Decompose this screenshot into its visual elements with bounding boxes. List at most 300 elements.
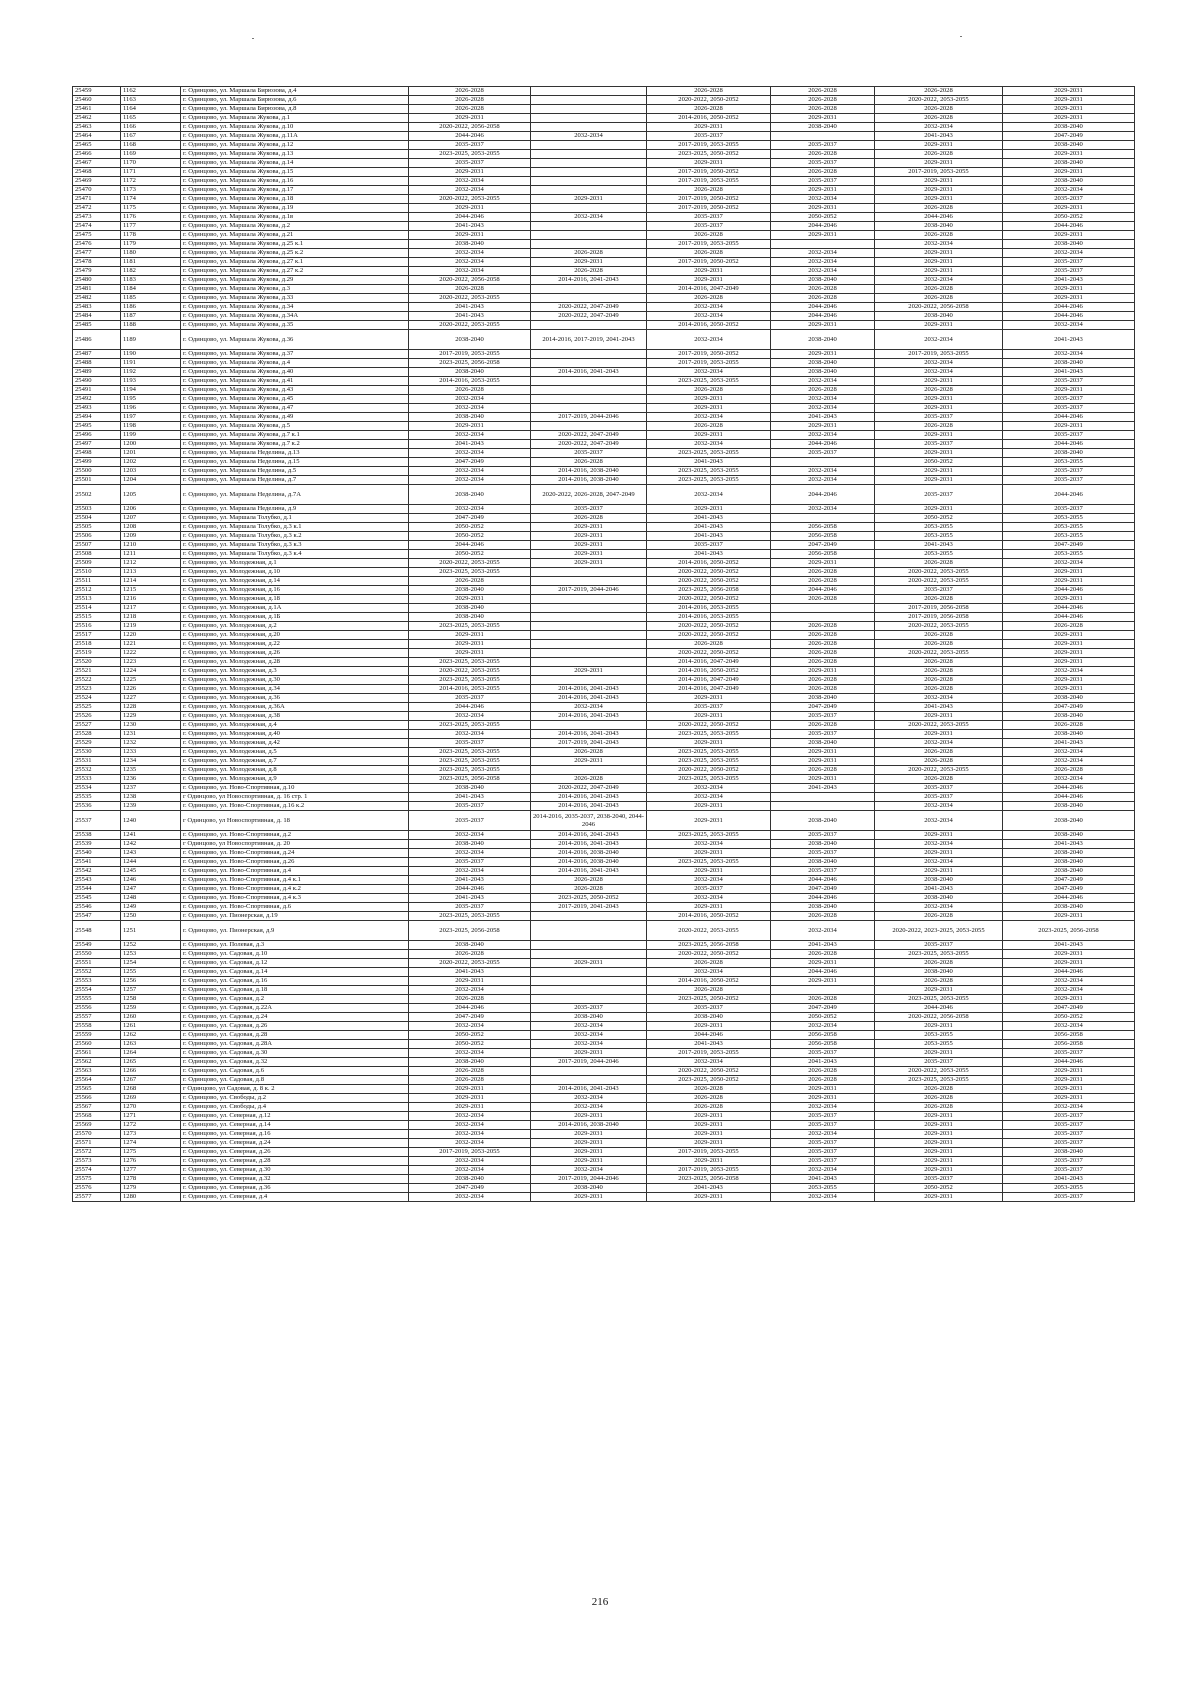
period-cell: 2038-2040 [875,312,1003,321]
reference-number-cell: 1209 [121,532,181,541]
table-row [73,694,1135,703]
period-cell: 2038-2040 [1003,449,1135,458]
address-cell: г. Одинцово, ул. Молодежная, д.16 [181,586,409,595]
address-cell: г. Одинцово, ул. Молодежная, д.26 [181,649,409,658]
period-cell: 2047-2049 [409,1184,531,1193]
period-cell: 2029-2031 [647,867,771,876]
period-cell: 2029-2031 [531,541,647,550]
period-cell: 2014-2016, 2047-2049 [647,676,771,685]
reference-number-cell: 1242 [121,840,181,849]
period-cell: 2032-2034 [531,1166,647,1175]
reference-number-cell: 1267 [121,1076,181,1085]
reference-number-cell: 1274 [121,1139,181,1148]
table-row [73,312,1135,321]
period-cell: 2020-2022, 2053-2055 [409,559,531,568]
address-cell: г Одинцово, ул Новоспортивная, д. 20 [181,840,409,849]
period-cell: 2032-2034 [771,267,875,276]
reference-number-cell: 1212 [121,559,181,568]
table-row [73,1004,1135,1013]
period-cell: 2044-2046 [1003,968,1135,977]
reference-number-cell: 1163 [121,96,181,105]
period-cell: 2014-2016, 2038-2040 [531,476,647,485]
period-cell: 2029-2031 [531,1139,647,1148]
period-cell: 2023-2025, 2056-2058 [647,941,771,950]
period-cell: 2035-2037 [771,867,875,876]
period-cell: 2023-2025, 2053-2055 [409,748,531,757]
period-cell: 2026-2028 [875,959,1003,968]
row-number-cell: 25525 [73,703,121,712]
period-cell: 2014-2016, 2041-2043 [531,276,647,285]
period-cell: 2032-2034 [531,1040,647,1049]
period-cell: 2035-2037 [409,141,531,150]
period-cell: 2047-2049 [771,703,875,712]
period-cell: 2032-2034 [1003,775,1135,784]
period-cell: 2041-2043 [1003,1175,1135,1184]
period-cell: 2026-2028 [771,150,875,159]
period-cell: 2035-2037 [409,159,531,168]
period-cell: 2026-2028 [771,766,875,775]
period-cell: 2035-2037 [771,449,875,458]
row-number-cell: 25499 [73,458,121,467]
period-cell: 2029-2031 [647,802,771,811]
period-cell [531,404,647,413]
period-cell: 2029-2031 [647,159,771,168]
period-cell: 2038-2040 [409,240,531,249]
period-cell: 2050-2052 [409,1031,531,1040]
row-number-cell: 25554 [73,986,121,995]
table-row [73,968,1135,977]
period-cell: 2038-2040 [1003,712,1135,721]
period-cell: 2041-2043 [409,876,531,885]
address-cell: г. Одинцово, ул. Пионерская, д.19 [181,912,409,921]
table-row [73,1121,1135,1130]
period-cell: 2038-2040 [771,359,875,368]
period-cell: 2032-2034 [531,1022,647,1031]
address-cell: г. Одинцово, ул. Маршала Жукова, д.47 [181,404,409,413]
period-cell: 2035-2037 [771,730,875,739]
period-cell: 2023-2025, 2053-2055 [409,676,531,685]
period-cell: 2023-2025, 2056-2058 [409,359,531,368]
period-cell: 2020-2022, 2047-2049 [531,784,647,793]
period-cell [771,458,875,467]
table-row [73,159,1135,168]
period-cell: 2041-2043 [771,1058,875,1067]
period-cell: 2026-2028 [875,640,1003,649]
period-cell [771,132,875,141]
period-cell: 2050-2052 [409,1040,531,1049]
period-cell: 2044-2046 [771,312,875,321]
period-cell: 2029-2031 [647,123,771,132]
period-cell: 2020-2022, 2053-2055 [875,96,1003,105]
period-cell: 2050-2052 [771,1013,875,1022]
row-number-cell: 25464 [73,132,121,141]
period-cell: 2032-2034 [531,132,647,141]
reference-number-cell: 1211 [121,550,181,559]
table-row [73,840,1135,849]
row-number-cell: 25462 [73,114,121,123]
row-number-cell: 25474 [73,222,121,231]
period-cell [771,986,875,995]
reference-number-cell: 1198 [121,422,181,431]
reference-number-cell: 1190 [121,350,181,359]
period-cell: 2032-2034 [409,395,531,404]
period-cell: 2032-2034 [647,368,771,377]
period-cell: 2014-2016, 2050-2052 [647,667,771,676]
row-number-cell: 25502 [73,485,121,505]
period-cell: 2029-2031 [1003,150,1135,159]
address-cell: г. Одинцово, ул. Маршала Жукова, д.1в [181,213,409,222]
period-cell: 2044-2046 [409,213,531,222]
period-cell: 2029-2031 [1003,676,1135,685]
period-cell: 2029-2031 [531,1148,647,1157]
period-cell: 2023-2025, 2053-2055 [647,831,771,840]
row-number-cell: 25569 [73,1121,121,1130]
row-number-cell: 25550 [73,950,121,959]
period-cell: 2035-2037 [1003,1049,1135,1058]
table-row [73,96,1135,105]
period-cell: 2017-2019, 2050-2052 [647,350,771,359]
period-cell: 2029-2031 [1003,577,1135,586]
period-cell: 2044-2046 [1003,440,1135,449]
period-cell: 2029-2031 [771,559,875,568]
period-cell [771,514,875,523]
period-cell: 2014-2016, 2041-2043 [531,685,647,694]
reference-number-cell: 1205 [121,485,181,505]
period-cell: 2029-2031 [1003,105,1135,114]
period-cell: 2029-2031 [1003,1094,1135,1103]
period-cell: 2014-2016, 2047-2049 [647,685,771,694]
table-row [73,168,1135,177]
row-number-cell: 25508 [73,550,121,559]
period-cell: 2029-2031 [875,177,1003,186]
row-number-cell: 25514 [73,604,121,613]
period-cell [531,595,647,604]
address-cell: г. Одинцово, ул. Северная, д.28 [181,1157,409,1166]
period-cell: 2020-2022, 2047-2049 [531,440,647,449]
address-cell: г. Одинцово, ул. Маршала Жукова, д.41 [181,377,409,386]
period-cell: 2017-2019, 2041-2043 [531,903,647,912]
period-cell: 2026-2028 [1003,622,1135,631]
period-cell: 2020-2022, 2050-2052 [647,577,771,586]
period-cell: 2032-2034 [409,449,531,458]
period-cell: 2026-2028 [409,1076,531,1085]
period-cell: 2014-2016, 2050-2052 [647,321,771,330]
address-cell: г. Одинцово, ул. Маршала Жукова, д.16 [181,177,409,186]
period-cell: 2026-2028 [647,87,771,96]
period-cell: 2041-2043 [409,440,531,449]
table-row [73,649,1135,658]
period-cell: 2038-2040 [771,811,875,831]
row-number-cell: 25521 [73,667,121,676]
period-cell: 2041-2043 [647,1184,771,1193]
period-cell: 2020-2022, 2050-2052 [647,631,771,640]
period-cell: 2038-2040 [409,485,531,505]
period-cell [531,105,647,114]
row-number-cell: 25506 [73,532,121,541]
period-cell: 2032-2034 [771,377,875,386]
period-cell: 2032-2034 [1003,321,1135,330]
period-cell: 2032-2034 [1003,986,1135,995]
period-cell: 2032-2034 [647,303,771,312]
period-cell: 2047-2049 [409,514,531,523]
table-row [73,568,1135,577]
period-cell: 2032-2034 [409,1166,531,1175]
period-cell [531,676,647,685]
row-number-cell: 25459 [73,87,121,96]
period-cell: 2023-2025, 2053-2055 [409,721,531,730]
period-cell: 2026-2028 [647,105,771,114]
address-cell: г. Одинцово, ул. Молодежная, д.1А [181,604,409,613]
period-cell: 2038-2040 [409,330,531,350]
period-cell: 2035-2037 [1003,476,1135,485]
address-cell: г. Одинцово, ул. Маршала Неделина, д.15 [181,458,409,467]
period-cell: 2035-2037 [875,440,1003,449]
period-cell: 2044-2046 [1003,894,1135,903]
row-number-cell: 25490 [73,377,121,386]
row-number-cell: 25519 [73,649,121,658]
period-cell: 2032-2034 [875,802,1003,811]
period-cell: 2041-2043 [875,703,1003,712]
period-cell: 2029-2031 [531,1049,647,1058]
period-cell: 2035-2037 [647,703,771,712]
address-cell: г. Одинцово, ул. Северная, д.26 [181,1148,409,1157]
period-cell: 2041-2043 [647,514,771,523]
address-cell: г. Одинцово, ул. Маршала Бирюзова, д.6 [181,96,409,105]
address-cell: г. Одинцово, ул. Ново-Спортивная, д.26 [181,858,409,867]
period-cell: 2029-2031 [647,276,771,285]
row-number-cell: 25494 [73,413,121,422]
period-cell: 2038-2040 [771,694,875,703]
period-cell: 2020-2022, 2050-2052 [647,766,771,775]
row-number-cell: 25477 [73,249,121,258]
address-cell: г. Одинцово, ул. Маршала Толубко, д.3 к.2 [181,532,409,541]
period-cell: 2017-2019, 2053-2055 [647,240,771,249]
period-cell: 2029-2031 [875,467,1003,476]
period-cell: 2026-2028 [647,231,771,240]
row-number-cell: 25486 [73,330,121,350]
row-number-cell: 25516 [73,622,121,631]
reference-number-cell: 1196 [121,404,181,413]
period-cell: 2026-2028 [409,285,531,294]
table-row [73,505,1135,514]
period-cell: 2053-2055 [875,1031,1003,1040]
address-cell: г. Одинцово, ул. Маршала Неделина, д.7 [181,476,409,485]
period-cell: 2026-2028 [875,422,1003,431]
period-cell: 2026-2028 [875,150,1003,159]
reference-number-cell: 1230 [121,721,181,730]
period-cell: 2020-2022, 2050-2052 [647,96,771,105]
period-cell: 2029-2031 [409,595,531,604]
table-row [73,177,1135,186]
period-cell: 2029-2031 [531,757,647,766]
table-row [73,249,1135,258]
period-cell: 2014-2016, 2041-2043 [531,730,647,739]
period-cell: 2038-2040 [409,586,531,595]
period-cell [531,377,647,386]
period-cell: 2014-2016, 2038-2040 [531,858,647,867]
period-cell [771,604,875,613]
address-cell: г. Одинцово, ул. Садовая, д.14 [181,968,409,977]
period-cell: 2020-2022, 2053-2055 [875,649,1003,658]
period-cell: 2056-2058 [771,532,875,541]
period-cell: 2014-2016, 2050-2052 [647,559,771,568]
period-cell: 2035-2037 [771,1157,875,1166]
period-cell: 2017-2019, 2050-2052 [647,204,771,213]
period-cell: 2029-2031 [875,867,1003,876]
period-cell [531,294,647,303]
table-row [73,294,1135,303]
address-cell: г. Одинцово, ул. Садовая, д.30 [181,1049,409,1058]
address-cell: г. Одинцово, ул. Северная, д.32 [181,1175,409,1184]
period-cell: 2014-2016, 2041-2043 [531,368,647,377]
period-cell: 2035-2037 [531,505,647,514]
period-cell: 2014-2016, 2050-2052 [647,912,771,921]
reference-number-cell: 1235 [121,766,181,775]
period-cell: 2023-2025, 2053-2055 [647,467,771,476]
table-row [73,458,1135,467]
period-cell: 2032-2034 [1003,667,1135,676]
period-cell: 2056-2058 [771,523,875,532]
period-cell: 2044-2046 [771,303,875,312]
period-cell [771,802,875,811]
period-cell: 2032-2034 [771,467,875,476]
reference-number-cell: 1260 [121,1013,181,1022]
period-cell: 2026-2028 [875,977,1003,986]
reference-number-cell: 1182 [121,267,181,276]
period-cell: 2044-2046 [875,1004,1003,1013]
period-cell: 2020-2022, 2053-2055 [409,321,531,330]
period-cell: 2029-2031 [1003,959,1135,968]
period-cell: 2029-2031 [647,903,771,912]
address-cell: г. Одинцово, ул. Молодежная, д.10 [181,568,409,577]
table-row [73,1103,1135,1112]
row-number-cell: 25546 [73,903,121,912]
period-cell: 2029-2031 [647,1193,771,1202]
period-cell [531,186,647,195]
reference-number-cell: 1231 [121,730,181,739]
period-cell [531,150,647,159]
address-cell: г. Одинцово, ул. Маршала Жукова, д.27 к.1 [181,258,409,267]
period-cell: 2041-2043 [647,1040,771,1049]
period-cell: 2041-2043 [409,222,531,231]
period-cell: 2026-2028 [409,105,531,114]
period-cell: 2029-2031 [875,258,1003,267]
period-cell: 2038-2040 [771,840,875,849]
reference-number-cell: 1206 [121,505,181,514]
row-number-cell: 25553 [73,977,121,986]
period-cell: 2020-2022, 2053-2055 [875,721,1003,730]
period-cell: 2023-2025, 2050-2052 [531,894,647,903]
reference-number-cell: 1181 [121,258,181,267]
reference-number-cell: 1207 [121,514,181,523]
period-cell: 2047-2049 [1003,703,1135,712]
table-row [73,141,1135,150]
reference-number-cell: 1185 [121,294,181,303]
period-cell: 2035-2037 [409,802,531,811]
period-cell: 2032-2034 [1003,249,1135,258]
table-row [73,150,1135,159]
period-cell: 2038-2040 [531,1013,647,1022]
row-number-cell: 25484 [73,312,121,321]
period-cell: 2041-2043 [771,784,875,793]
row-number-cell: 25528 [73,730,121,739]
row-number-cell: 25498 [73,449,121,458]
period-cell: 2029-2031 [875,195,1003,204]
period-cell [531,359,647,368]
period-cell: 2029-2031 [875,141,1003,150]
reference-number-cell: 1238 [121,793,181,802]
period-cell: 2020-2022, 2053-2055 [875,577,1003,586]
reference-number-cell: 1268 [121,1085,181,1094]
period-cell: 2023-2025, 2053-2055 [647,757,771,766]
row-number-cell: 25520 [73,658,121,667]
address-cell: г. Одинцово, ул. Маршала Жукова, д.19 [181,204,409,213]
period-cell: 2032-2034 [875,368,1003,377]
period-cell: 2029-2031 [531,559,647,568]
table-row [73,831,1135,840]
address-cell: г. Одинцово, ул. Маршала Жукова, д.49 [181,413,409,422]
table-row [73,1139,1135,1148]
table-row [73,1175,1135,1184]
period-cell: 2032-2034 [771,431,875,440]
period-cell: 2014-2016, 2041-2043 [531,694,647,703]
period-cell [531,159,647,168]
period-cell: 2032-2034 [409,258,531,267]
period-cell: 2032-2034 [409,476,531,485]
period-cell: 2032-2034 [1003,186,1135,195]
row-number-cell: 25559 [73,1031,121,1040]
table-row [73,1184,1135,1193]
period-cell: 2041-2043 [647,523,771,532]
period-cell: 2029-2031 [647,505,771,514]
table-row [73,359,1135,368]
period-cell: 2038-2040 [409,613,531,622]
row-number-cell: 25500 [73,467,121,476]
period-cell: 2023-2025, 2056-2058 [647,1175,771,1184]
row-number-cell: 25547 [73,912,121,921]
address-cell: г. Одинцово, ул. Садовая, д.8 [181,1076,409,1085]
table-row [73,977,1135,986]
period-cell: 2035-2037 [771,1112,875,1121]
period-cell: 2014-2016, 2041-2043 [531,1085,647,1094]
period-cell: 2038-2040 [1003,730,1135,739]
reference-number-cell: 1169 [121,150,181,159]
period-cell: 2014-2016, 2041-2043 [531,831,647,840]
address-cell: г. Одинцово, ул. Садовая, д.10 [181,950,409,959]
period-cell: 2032-2034 [875,811,1003,831]
period-cell: 2032-2034 [647,485,771,505]
address-cell: г. Одинцово, ул. Маршала Жукова, д.3 [181,285,409,294]
period-cell: 2032-2034 [875,694,1003,703]
period-cell: 2023-2025, 2053-2055 [409,766,531,775]
period-cell: 2026-2028 [771,995,875,1004]
period-cell: 2023-2025, 2056-2058 [409,775,531,784]
period-cell: 2023-2025, 2053-2055 [647,476,771,485]
period-cell: 2032-2034 [647,894,771,903]
period-cell: 2032-2034 [409,177,531,186]
table-row [73,766,1135,775]
period-cell: 2035-2037 [647,885,771,894]
address-cell: г. Одинцово, ул. Маршала Жукова, д.34А [181,312,409,321]
period-cell: 2026-2028 [771,658,875,667]
period-cell: 2020-2022, 2053-2055 [409,195,531,204]
period-cell: 2029-2031 [771,775,875,784]
period-cell: 2026-2028 [531,267,647,276]
table-row [73,748,1135,757]
table-row [73,1058,1135,1067]
period-cell: 2029-2031 [875,476,1003,485]
period-cell [531,613,647,622]
